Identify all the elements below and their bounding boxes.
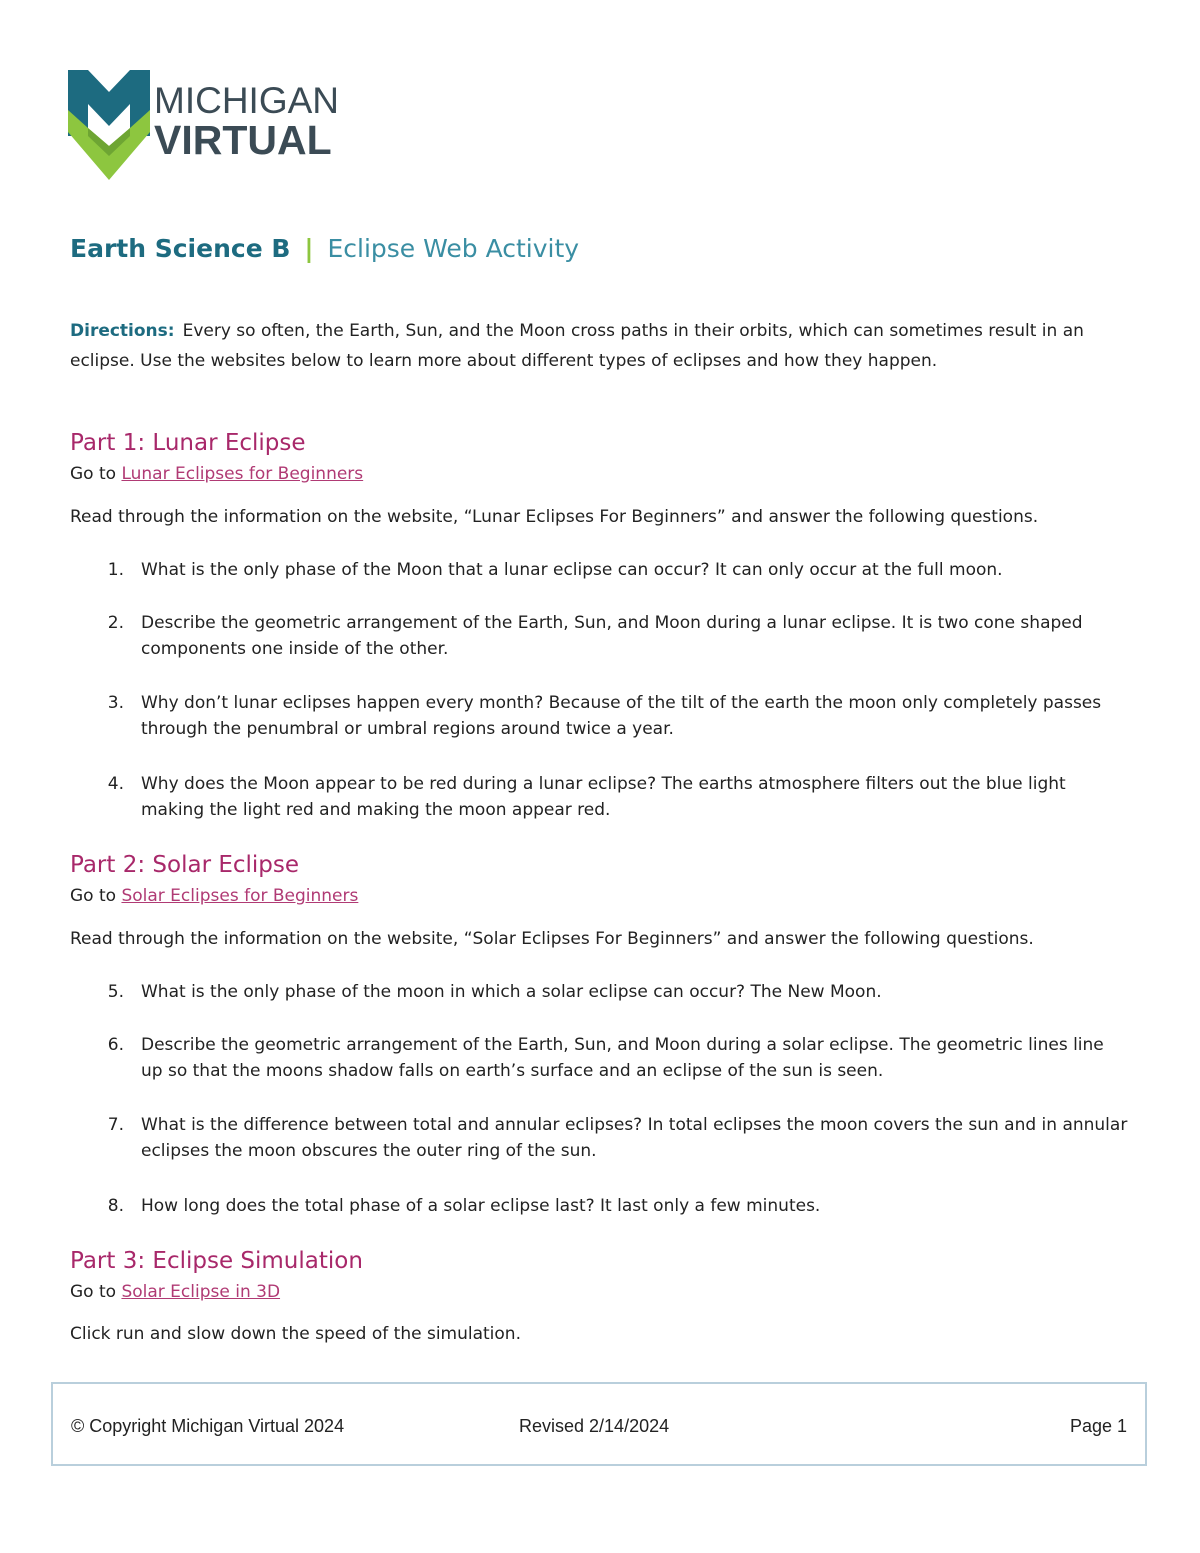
question-text: What is the difference between total and annular eclipses? In total eclipses the moon covers the sun and in annular eclipses the moon obscures the outer ring of the sun. bbox=[141, 1115, 1128, 1161]
part-2-heading: Part 2: Solar Eclipse bbox=[70, 852, 300, 878]
activity-name: Eclipse Web Activity bbox=[327, 234, 580, 263]
part-1-instruction: Read through the information on the website, “Lunar Eclipses For Beginners” and answer the following questions. bbox=[70, 507, 1039, 527]
question-item bbox=[100, 979, 1130, 1005]
goto-prefix: Go to bbox=[70, 1282, 117, 1302]
question-item bbox=[100, 1112, 1130, 1164]
question-item bbox=[100, 1032, 1130, 1084]
part-1-goto bbox=[70, 464, 363, 484]
part-3-goto bbox=[70, 1282, 280, 1302]
part-3-instruction: Click run and slow down the speed of the simulation. bbox=[70, 1324, 521, 1344]
question-text: Why does the Moon appear to be red during a lunar eclipse? The earths atmosphere filters out the blue light making the light red and making the moon appear red. bbox=[141, 774, 1066, 820]
question-number: 6. bbox=[107, 1035, 124, 1055]
directions-text: Every so often, the Earth, Sun, and the Moon cross paths in their orbits, which can sometimes result in an eclipse. Use the websites below to learn more about different types of eclipses and how they happen. bbox=[70, 321, 1084, 371]
question-number: 1. bbox=[107, 560, 124, 580]
question-item bbox=[100, 1193, 1130, 1219]
directions-label: Directions: bbox=[70, 321, 175, 341]
question-number: 3. bbox=[107, 693, 124, 713]
michigan-virtual-logo bbox=[68, 70, 358, 182]
page-footer bbox=[51, 1382, 1147, 1466]
question-number: 8. bbox=[107, 1196, 124, 1216]
logo-wordmark bbox=[154, 80, 339, 163]
question-number: 5. bbox=[107, 982, 124, 1002]
goto-prefix: Go to bbox=[70, 464, 117, 484]
question-item bbox=[100, 610, 1130, 662]
question-text: What is the only phase of the Moon that a lunar eclipse can occur? It can only occur at the full moon. bbox=[141, 560, 1003, 580]
question-text: Describe the geometric arrangement of the Earth, Sun, and Moon during a solar eclipse. The geometric lines line up so that the moons shadow falls on earth’s surface and an eclipse of the sun is seen. bbox=[141, 1035, 1104, 1081]
question-item bbox=[100, 557, 1130, 583]
question-number: 4. bbox=[107, 774, 124, 794]
goto-prefix: Go to bbox=[70, 886, 117, 906]
question-text: Why don’t lunar eclipses happen every month? Because of the tilt of the earth the moon only completely passes through the penumbral or umbral regions around twice a year. bbox=[141, 693, 1102, 739]
question-item bbox=[100, 771, 1130, 823]
logo-mark-icon bbox=[68, 70, 150, 182]
solar-eclipse-3d-link[interactable]: Solar Eclipse in 3D bbox=[121, 1282, 281, 1302]
logo-line-michigan: MICHIGAN bbox=[154, 80, 339, 121]
part-2-instruction: Read through the information on the website, “Solar Eclipses For Beginners” and answer the following questions. bbox=[70, 929, 1034, 949]
logo-line-virtual: VIRTUAL bbox=[154, 117, 332, 163]
lunar-eclipses-link[interactable]: Lunar Eclipses for Beginners bbox=[121, 464, 364, 484]
question-text: What is the only phase of the moon in which a solar eclipse can occur? The New Moon. bbox=[141, 982, 882, 1002]
question-number: 7. bbox=[107, 1115, 124, 1135]
part-3-heading: Part 3: Eclipse Simulation bbox=[70, 1248, 363, 1274]
document-title bbox=[70, 234, 579, 263]
title-separator: | bbox=[304, 234, 314, 263]
solar-eclipses-link[interactable]: Solar Eclipses for Beginners bbox=[121, 886, 359, 906]
part-2-goto bbox=[70, 886, 358, 906]
question-text: Describe the geometric arrangement of the Earth, Sun, and Moon during a lunar eclipse. It is two cone shaped components one inside of the other. bbox=[141, 613, 1083, 659]
part-1-heading: Part 1: Lunar Eclipse bbox=[70, 430, 306, 456]
question-text: How long does the total phase of a solar eclipse last? It last only a few minutes. bbox=[141, 1196, 821, 1216]
directions-paragraph bbox=[70, 316, 1130, 376]
footer-copyright: © Copyright Michigan Virtual 2024 bbox=[71, 1416, 345, 1436]
question-number: 2. bbox=[107, 613, 124, 633]
course-name: Earth Science B bbox=[70, 234, 291, 263]
footer-revised-date: Revised 2/14/2024 bbox=[519, 1416, 670, 1436]
footer-page-number: Page 1 bbox=[1069, 1416, 1127, 1436]
question-item bbox=[100, 690, 1130, 742]
